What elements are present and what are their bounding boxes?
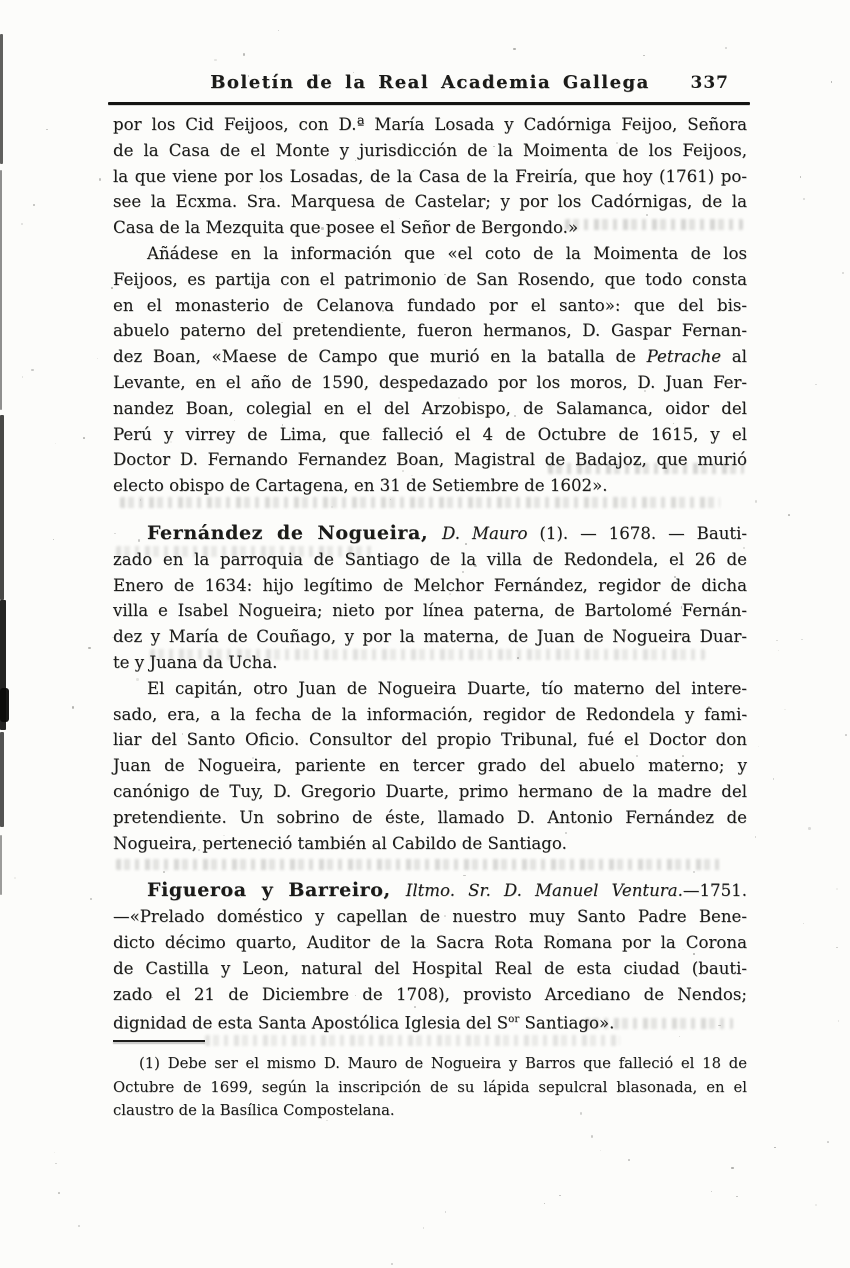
noise-dot [78,1225,80,1227]
noise-dot [544,1203,545,1204]
text-line [113,930,747,956]
entry-name: Fernández de Nogueira, [147,521,443,544]
noise-dot [72,706,74,708]
text-segment: Levante, en el año de 1590, despedazado por los moros, D. Juan Fer- [113,372,747,392]
noise-dot [801,639,802,641]
noise-dot [391,1263,393,1265]
noise-dot [423,1227,425,1229]
noise-dot [383,428,385,429]
text-line [113,598,747,624]
text-segment: Juan de Nogueira, pariente en tercer grado del abuelo materno; y [113,756,747,776]
noise-dot [444,915,446,917]
text-segment: Añádese en la información que «el coto de la Moimenta de los [147,243,747,263]
noise-dot [513,48,515,51]
noise-dot [136,678,138,680]
noise-dot [240,897,241,899]
noise-dot [112,637,114,638]
noise-dot [778,650,779,651]
text-segment: El capitán, otro Juan de Nogueira Duarte, tío materno del intere- [147,678,747,698]
paragraph-el-capitan [113,676,747,857]
noise-dot [776,640,778,642]
text-segment: sado, era, a la fecha de la información, regidor de Redondela y fami- [113,704,747,724]
text-segment: see la Ecxma. Sra. Marquesa de Castelar; y por los Cadórnigas, de la [113,192,747,212]
journal-title: Boletín de la Real Academia Gallega [210,72,650,93]
binding-edge-artifact [0,732,4,827]
noise-dot [474,565,476,567]
text-segment: Casa de la Mezquita que posee el Señor de Bergondo.» [113,218,579,238]
noise-dot [565,832,567,834]
noise-dot [382,310,384,312]
text-line [113,650,747,676]
text-segment: en el monasterio de Celanova fundado por el santo»: que del bis- [113,295,747,315]
noise-dot [827,1141,829,1143]
text-segment: dicto décimo quarto, Auditor de la Sacra Rota Romana por la Corona [113,932,747,952]
text-line [113,1076,747,1100]
noise-dot [111,287,113,289]
text-segment: claustro de la Basílica Compostelana. [113,1102,395,1120]
noise-dot [199,796,200,798]
text-line [113,1052,747,1076]
noise-dot [693,953,695,955]
text-segment: (1) Debe ser el mismo D. Mauro de Nogueira y Barros que falleció el 18 de [139,1055,747,1072]
noise-dot [725,47,727,49]
noise-dot [88,647,90,649]
text-line [113,779,747,805]
noise-dot [636,755,638,757]
text-line [113,215,747,241]
header-rule [108,102,750,105]
noise-dot [22,376,23,377]
text-line [113,982,747,1008]
text-line [113,138,747,164]
text-segment: al [721,347,747,367]
text-line [113,624,747,650]
text-segment: canónigo de Tuy, D. Gregorio Duarte, primo hermano de la madre del [113,781,747,801]
text-line [113,805,747,831]
binding-edge-artifact [0,688,9,722]
noise-dot [591,1135,593,1137]
noise-dot [445,1211,446,1212]
text-segment: zado el 21 de Diciembre de 1708), provisto Arcediano de Nendos; [113,984,747,1004]
text-line [113,521,747,547]
noise-dot [14,877,16,880]
noise-dot [755,500,757,503]
page-header [113,72,747,98]
text-line [113,1007,747,1033]
text-segment: de la Casa de el Monte y jurisdicción de la Moimenta de los Feijoos, [113,140,747,160]
text-segment: Perú y virrey de Lima, que falleció el 4 de Octubre de 1615, y el [113,424,747,444]
entry-fernandez-de-nogueira [113,521,747,676]
noise-dot [831,81,832,83]
text-segment: Enero de 1634: hijo legítimo de Melchor Fernández, regidor de dicha [113,575,747,595]
noise-dot [97,358,98,360]
noise-dot [55,443,56,444]
text-segment: por los Cid Feijoos, con D.ª María Losada y Cadórniga Feijoo, Señora [113,115,747,134]
noise-dot [423,578,425,580]
text-segment: —«Prelado doméstico y capellan de nuestro muy Santo Padre Bene- [113,907,747,927]
noise-dot [151,997,152,998]
noise-dot [300,739,301,740]
noise-dot [462,571,463,572]
text-line [113,422,747,448]
noise-dot [686,743,688,745]
text-segment: dez y María de Couñago, y por la materna, de Juan de Nogueira Duar- [113,627,747,647]
text-line [113,573,747,599]
noise-dot [815,384,817,386]
noise-dot [200,810,202,812]
noise-dot [31,369,33,371]
noise-dot [465,543,466,545]
noise-dot [800,176,802,178]
text-line [113,293,747,319]
noise-dot [304,456,306,458]
noise-dot [708,706,710,708]
noise-dot [673,423,674,424]
noise-dot [326,1120,328,1121]
noise-dot [808,827,810,830]
noise-dot [758,746,759,747]
noise-dot [711,1191,712,1192]
noise-dot [214,59,216,62]
noise-dot [198,849,200,851]
page-body [113,112,747,1033]
noise-dot [243,53,245,55]
noise-dot [58,1192,59,1194]
noise-dot [600,1150,601,1151]
noise-dot [731,1167,733,1170]
noise-dot [736,1196,738,1197]
text-segment: Octubre de 1699, según la inscripción de su lápida sepulcral blasonada, en el [113,1078,747,1096]
noise-dot [461,1061,463,1063]
text-line [113,753,747,779]
text-segment: zado en la parroquia de Santiago de la villa de Redondela, el 26 de [113,549,747,569]
paragraph-anadese-informacion [113,241,747,499]
noise-dot [838,1020,839,1021]
noise-dot [774,1147,775,1148]
noise-dot [99,178,101,181]
noise-dot [682,949,684,951]
noise-dot [113,205,114,206]
noise-dot [449,593,451,595]
entry-name: Figueroa y Barreiro, [147,879,406,902]
binding-edge-artifact [0,170,2,410]
text-segment: Petrache [646,347,722,367]
noise-dot [682,755,684,757]
noise-dot [836,888,838,890]
noise-dot [140,499,141,501]
noise-dot [163,871,165,873]
footnote-separator [113,1040,205,1042]
noise-dot [399,218,400,219]
noise-dot [646,214,648,216]
noise-dot [784,709,786,711]
noise-dot [331,506,333,508]
binding-edge-artifact [0,415,4,600]
entry-figueroa-y-barreiro [113,878,747,1033]
noise-dot [628,1159,630,1161]
text-line [113,447,747,473]
noise-dot [745,715,747,717]
noise-dot [170,441,171,443]
text-segment: de Castilla y Leon, natural del Hospital Real de esta ciudad (bauti- [113,958,747,978]
text-segment: Feijoos, es partija con el patrimonio de San Rosendo, que todo consta [113,269,747,289]
text-segment: dez Boan, «Maese de Campo que murió en la batalla de [113,347,647,367]
text-line [113,831,747,857]
noise-dot [506,729,507,731]
text-segment: Iltmo. Sr. D. Manuel Ventura. [405,881,683,901]
text-segment: nandez Boan, colegial en el del Arzobispo, de Salamanca, oidor del [113,398,747,418]
noise-dot [398,567,400,570]
noise-dot [845,734,847,736]
noise-dot [53,539,55,541]
binding-edge-artifact [0,34,3,164]
text-line [113,473,747,499]
text-segment: —1751. [682,881,747,901]
text-segment: D. Mauro [442,523,528,543]
binding-edge-artifact [0,835,2,895]
text-segment: or [508,1013,520,1026]
noise-dot [836,947,838,949]
text-line [113,344,747,370]
text-segment: te y Juana da Ucha. [113,652,278,672]
text-segment: Doctor D. Fernando Fernandez Boan, Magistral de Badajoz, que murió [113,450,747,470]
noise-dot [252,757,254,759]
noise-dot [788,514,790,516]
text-segment: Santiago». [519,1013,615,1033]
bleedthrough-artifact [205,1035,620,1046]
noise-dot [559,1195,561,1197]
noise-dot [21,223,23,225]
text-line [113,702,747,728]
text-segment: electo obispo de Cartagena, en 31 de Setiembre de 1602». [113,476,608,496]
text-line [113,164,747,190]
noise-dot [55,1163,56,1164]
text-line [113,547,747,573]
text-line [113,241,747,267]
text-segment: dignidad de esta Santa Apostólica Iglesia del S [113,1013,509,1033]
paragraph-feijoo-continuation [113,112,747,241]
noise-dot [815,1204,817,1206]
text-line [113,1099,747,1123]
noise-dot [803,923,804,924]
text-line [113,396,747,422]
noise-dot [773,778,775,780]
text-line [113,904,747,930]
text-line [113,727,747,753]
text-line [113,676,747,702]
text-line [113,112,747,138]
noise-dot [755,836,756,837]
noise-dot [803,198,805,200]
noise-dot [643,55,644,56]
noise-dot [542,614,543,615]
footnote [113,1052,747,1123]
page-number: 337 [690,73,729,93]
text-segment: abuelo paterno del pretendiente, fueron hermanos, D. Gaspar Fernan- [113,321,747,341]
text-line [113,189,747,215]
noise-dot [693,871,695,873]
text-line [113,956,747,982]
noise-dot [54,1152,55,1153]
text-line [113,318,747,344]
text-segment: Nogueira, perteneció también al Cabildo de Santiago. [113,833,567,853]
noise-dot [282,424,284,425]
noise-dot [299,558,301,561]
text-segment: liar del Santo Oficio. Consultor del propio Tribunal, fué el Doctor don [113,730,747,750]
noise-dot [353,72,354,73]
text-segment: la que viene por los Losadas, de la Casa de la Freiría, que hoy (1761) po- [113,166,747,186]
text-line [113,267,747,293]
noise-dot [402,470,404,472]
text-segment: villa e Isabel Nogueira; nieto por línea paterna, de Bartolomé Fernán- [113,601,747,621]
noise-dot [414,1006,416,1008]
text-segment: pretendiente. Un sobrino de éste, llamado D. Antonio Fernández de [113,807,747,827]
noise-dot [679,1036,680,1037]
noise-dot [138,539,140,541]
noise-dot [90,898,92,900]
noise-dot [33,204,35,206]
noise-dot [46,129,48,130]
noise-dot [842,272,844,274]
text-line [113,370,747,396]
noise-dot [83,437,85,439]
noise-dot [278,30,279,31]
text-segment: (1). — 1678. — Bauti- [527,523,747,543]
noise-dot [321,227,323,230]
text-line [113,878,747,904]
